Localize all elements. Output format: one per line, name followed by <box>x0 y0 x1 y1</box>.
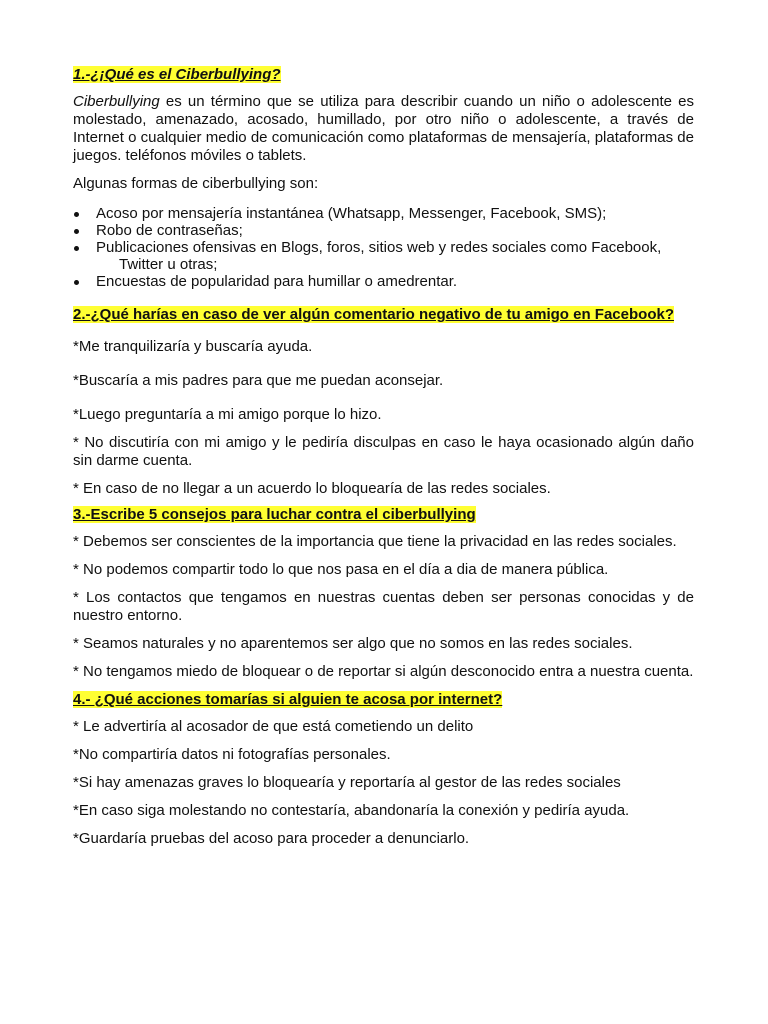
section-2-heading: 2.-¿Qué harías en caso de ver algún comentario negativo de tu amigo en Facebook? <box>73 306 674 323</box>
answer-paragraph: *Luego preguntaría a mi amigo porque lo hizo. <box>73 406 382 423</box>
section-1-intro <box>73 93 694 165</box>
action-paragraph: *No compartiría datos ni fotografías personales. <box>73 746 391 763</box>
tip-paragraph: * Los contactos que tengamos en nuestras cuentas deben ser personas conocidas y de nuestro entorno. <box>73 589 694 624</box>
intro-text: es un término que se utiliza para describir cuando un niño o adolescente es molestado, amenazado, acosado, humillado, por otro niño o adolescente, a través de Internet o cualquier medio de comunicación como plataformas de mensajería, plataformas de juegos. teléfonos móviles o tablets. <box>73 93 694 164</box>
tip-paragraph: * No tengamos miedo de bloquear o de reportar si algún desconocido entra a nuestra cuenta. <box>73 663 694 680</box>
answer-paragraph: *Me tranquilizaría y buscaría ayuda. <box>73 338 313 355</box>
list-item: Robo de contraseñas; <box>73 222 694 239</box>
tip-paragraph: * No podemos compartir todo lo que nos pasa en el día a dia de manera pública. <box>73 561 609 578</box>
action-paragraph: *Guardaría pruebas del acoso para proceder a denunciarlo. <box>73 830 470 847</box>
section-4-heading: 4.- ¿Qué acciones tomarías si alguien te acosa por internet? <box>73 691 503 708</box>
section-3-heading-wrap <box>73 506 694 524</box>
intro-term: Ciberbullying <box>73 93 160 110</box>
tip-paragraph: * Seamos naturales y no aparentemos ser algo que no somos en las redes sociales. <box>73 635 633 652</box>
list-item <box>73 239 694 273</box>
answer-paragraph: *Buscaría a mis padres para que me puedan aconsejar. <box>73 372 444 389</box>
section-3-heading: 3.-Escribe 5 consejos para luchar contra el ciberbullying <box>73 506 476 523</box>
answer-paragraph: * En caso de no llegar a un acuerdo lo bloquearía de las redes sociales. <box>73 480 551 497</box>
action-paragraph: *En caso siga molestando no contestaría, abandonaría la conexión y pediría ayuda. <box>73 802 630 819</box>
list-item: Encuestas de popularidad para humillar o amedrentar. <box>73 273 694 290</box>
section-4-heading-wrap <box>73 691 694 709</box>
list-item: Acoso por mensajería instantánea (Whatsapp, Messenger, Facebook, SMS); <box>73 205 694 222</box>
forms-list <box>73 205 694 290</box>
action-paragraph: * Le advertiría al acosador de que está cometiendo un delito <box>73 718 474 735</box>
document-content <box>73 66 694 858</box>
list-item-text: Publicaciones ofensivas en Blogs, foros, sitios web y redes sociales como Facebook, <box>96 239 662 256</box>
forms-intro: Algunas formas de ciberbullying son: <box>73 175 319 192</box>
section-2-heading-wrap <box>73 306 694 324</box>
list-item-continuation: Twitter u otras; <box>119 256 218 273</box>
answer-paragraph: * No discutiría con mi amigo y le pediría disculpas en caso le haya ocasionado algún daño sin darme cuenta. <box>73 434 694 469</box>
section-1-heading: 1.-¿¡Qué es el Ciberbullying? <box>73 66 281 83</box>
action-paragraph: *Si hay amenazas graves lo bloquearía y reportaría al gestor de las redes sociales <box>73 774 621 791</box>
section-1-heading-wrap <box>73 66 694 84</box>
tip-paragraph: * Debemos ser conscientes de la importancia que tiene la privacidad en las redes sociales. <box>73 533 677 550</box>
